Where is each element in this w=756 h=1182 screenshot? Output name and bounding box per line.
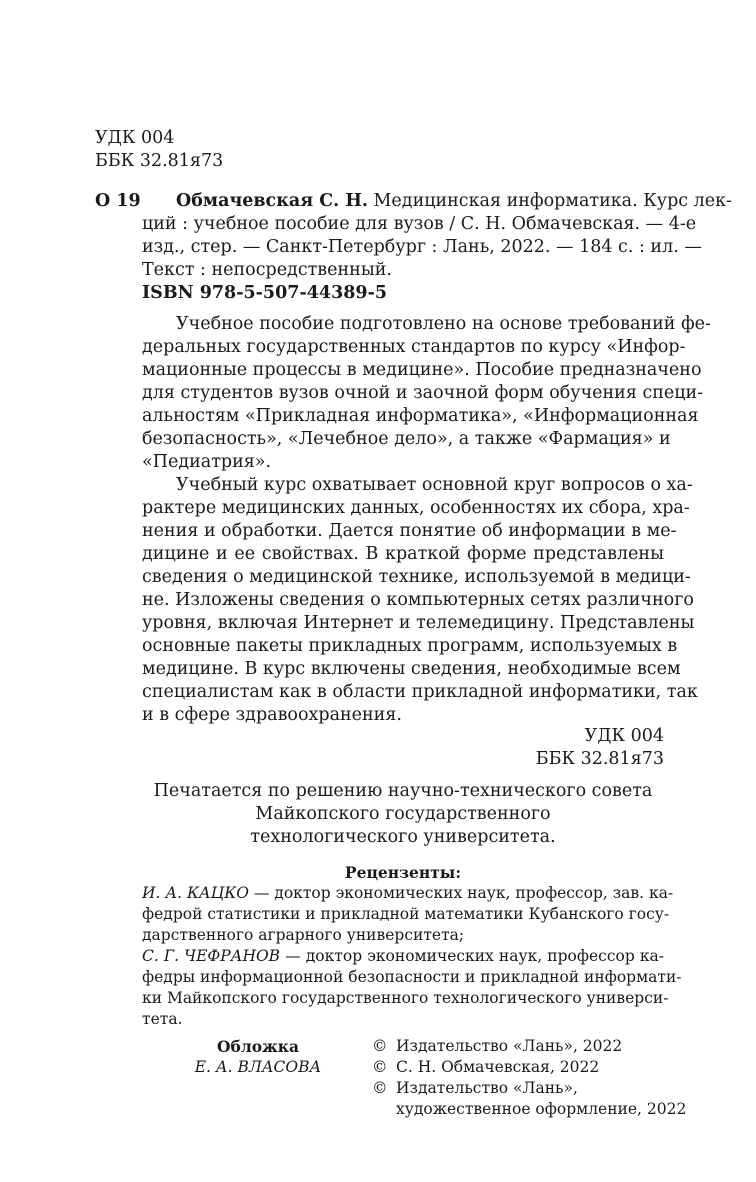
bottom-bbk-code: ББК 32.81я73 — [535, 749, 664, 769]
reviewer-2-line: тета. — [142, 1010, 183, 1028]
abstract-p1-line: безопасность», «Лечебное дело», а также «Фармация» и — [142, 429, 671, 449]
abstract-p2-line: Учебный курс охватывает основной круг вопросов о ха- — [176, 475, 693, 495]
abstract-p2-line: уровня, включая Интернет и телемедицину. Представлены — [142, 613, 695, 633]
catalog-line-3: изд., стер. — Санкт-Петербург : Лань, 2022. — 184 с. : ил. — — [142, 237, 702, 257]
copyright-symbol: © — [372, 1079, 388, 1097]
top-udk-code: УДК 004 — [95, 128, 175, 148]
reviewer-1-line-1: И. А. КАЦКО — доктор экономических наук, профессор, зав. ка- — [142, 884, 674, 902]
reviewer-2-line: ки Майкопского государственного технологического универси- — [142, 989, 669, 1007]
author-mark: О 19 — [95, 191, 141, 211]
abstract-p1-line: «Педиатрия». — [142, 452, 272, 472]
reviewer-1-line: дарственного аграрного университета; — [142, 926, 465, 944]
top-bbk-code: ББК 32.81я73 — [95, 151, 224, 171]
reviewer-2-line: федры информационной безопасности и прикладной информати- — [142, 968, 682, 986]
cover-label: Обложка — [217, 1037, 299, 1056]
catalog-line-1 — [176, 189, 732, 213]
abstract-p2-line: не. Изложены сведения о компьютерных сетях различного — [142, 590, 694, 610]
abstract-p1-line: для студентов вузов очной и заочной форм обучения специ- — [142, 383, 704, 403]
abstract-p2-line: рактере медицинских данных, особенностях их сбора, хра- — [142, 498, 690, 518]
copyright-author: С. Н. Обмачевская, 2022 — [396, 1058, 600, 1076]
copyright-design-2: художественное оформление, 2022 — [396, 1100, 687, 1118]
council-line: технологического университета. — [250, 827, 556, 847]
abstract-p2-line: специалистам как в области прикладной информатики, так — [142, 682, 698, 702]
catalog-line-2: ций : учебное пособие для вузов / С. Н. Обмачевская. — 4-е — [142, 214, 697, 234]
council-line: Печатается по решению научно-технического совета — [153, 781, 653, 801]
reviewer-2-name: С. Г. ЧЕФРАНОВ — [142, 947, 281, 965]
copyright-symbol: © — [372, 1037, 388, 1055]
reviewers-heading: Рецензенты: — [344, 863, 462, 882]
abstract-p2-line: основные пакеты прикладных программ, используемых в — [142, 636, 678, 656]
abstract-p1-line: Учебное пособие подготовлено на основе требований фе- — [176, 314, 711, 334]
copyright-design-1: Издательство «Лань», — [396, 1079, 578, 1097]
abstract-p2-line: и в сфере здравоохранения. — [142, 705, 402, 725]
copyright-publisher: Издательство «Лань», 2022 — [396, 1037, 623, 1055]
abstract-p1-line: альностям «Прикладная информатика», «Информационная — [142, 406, 699, 426]
copyright-symbol: © — [372, 1058, 388, 1076]
cover-artist: Е. А. ВЛАСОВА — [194, 1058, 322, 1076]
catalog-line-4: Текст : непосредственный. — [142, 260, 392, 280]
bottom-udk-code: УДК 004 — [584, 726, 664, 746]
catalog-author: Обмачевская С. Н. — [176, 191, 368, 211]
abstract-p2-line: сведения о медицинской технике, используемой в медици- — [142, 567, 691, 587]
isbn: ISBN 978-5-507-44389-5 — [142, 283, 388, 303]
abstract-p2-line: нения и обработки. Дается понятие об информации в ме- — [142, 521, 677, 541]
council-line: Майкопского государственного — [255, 804, 551, 824]
abstract-p2-line: медицине. В курс включены сведения, необходимые всем — [142, 659, 681, 679]
abstract-p1-line: мационные процессы в медицине». Пособие предназначено — [142, 360, 702, 380]
abstract-p2-line: дицине и ее свойствах. В краткой форме представлены — [142, 544, 664, 564]
reviewer-1-line: федрой статистики и прикладной математики Кубанского госу- — [142, 905, 670, 923]
reviewer-2-line-1: С. Г. ЧЕФРАНОВ — доктор экономических наук, профессор ка- — [142, 947, 664, 965]
catalog-title: Медицинская информатика. Курс лек- — [367, 191, 732, 211]
abstract-p1-line: деральных государственных стандартов по курсу «Инфор- — [142, 337, 686, 357]
reviewer-1-name: И. А. КАЦКО — [142, 884, 249, 902]
